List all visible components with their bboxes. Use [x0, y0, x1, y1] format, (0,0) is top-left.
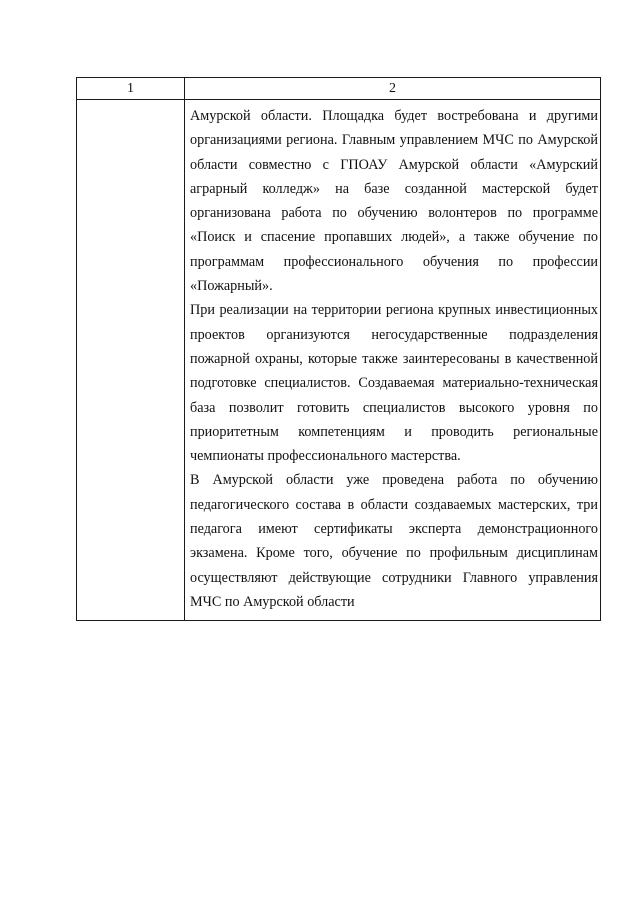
text-line: Амурской области. Площадка будет востребована и другими	[190, 108, 598, 124]
text-line: организациями региона. Главным управлением МЧС по Амурской	[190, 132, 598, 149]
paragraph-3	[190, 468, 598, 614]
column-1-cell	[77, 100, 185, 621]
column-1-header: 1	[77, 78, 185, 100]
text-line: чемпионаты профессионального мастерства.	[190, 448, 461, 465]
table-body-row	[77, 100, 601, 621]
text-line: проектов организуются негосударственные подразделения	[190, 326, 598, 343]
text-line: аграрный колледж» на базе созданной мастерской будет	[190, 180, 598, 197]
paragraph-1	[190, 104, 598, 298]
text-line: МЧС по Амурской области	[190, 593, 355, 610]
document-table	[76, 77, 601, 621]
text-line: «Пожарный».	[190, 278, 273, 295]
text-line: При реализации на территории региона крупных инвестиционных	[190, 302, 598, 319]
text-line: осуществляют действующие сотрудники Главного управления	[190, 569, 598, 586]
text-line: экзамена. Кроме того, обучение по профильным дисциплинам	[190, 545, 598, 562]
text-line: программам профессионального обучения по профессии	[190, 253, 598, 270]
text-line: В Амурской области уже проведена работа по обучению	[190, 472, 598, 489]
text-line: приоритетным компетенциям и проводить региональные	[190, 423, 598, 440]
text-line: организована работа по обучению волонтеров по программе	[190, 205, 598, 222]
text-line: база позволит готовить специалистов высокого уровня по	[190, 399, 598, 416]
text-line: педагога имеют сертификаты эксперта демонстрационного	[190, 521, 598, 538]
column-2-header: 2	[185, 78, 601, 100]
text-line: области совместно с ГПОАУ Амурской области «Амурский	[190, 156, 598, 173]
column-2-cell	[185, 100, 601, 621]
paragraph-2	[190, 298, 598, 468]
text-line: педагогического состава в области создаваемых мастерских, три	[190, 496, 598, 513]
text-line: пожарной охраны, которые также заинтересованы в качественной	[190, 350, 598, 367]
text-line: «Поиск и спасение пропавших людей», а также обучение по	[190, 229, 598, 246]
table-header-row	[77, 78, 601, 100]
text-line: подготовке специалистов. Создаваемая материально-техническая	[190, 375, 598, 392]
